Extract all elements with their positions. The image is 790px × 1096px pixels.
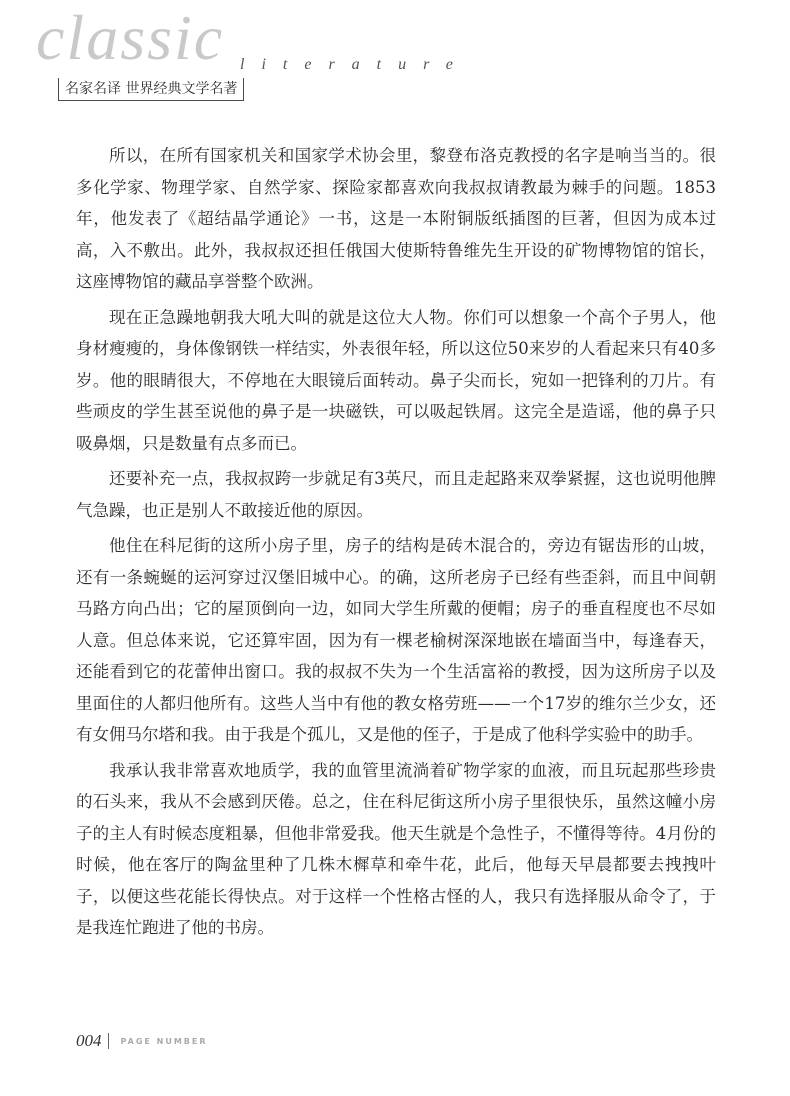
page-number: 004 [76, 1031, 102, 1050]
paragraph: 他住在科尼街的这所小房子里，房子的结构是砖木混合的，旁边有锯齿形的山坡，还有一条蜿蜒的运河穿过汉堡旧城中心。的确，这所老房子已经有些歪斜，而且中间朝马路方向凸出；它的屋顶倒向一边，如同大学生所戴的便帽；房子的垂直程度也不尽如人意。但总体来说，它还算牢固，因为有一棵老榆树深深地嵌在墙面当中，每逢春天，还能看到它的花蕾伸出窗口。我的叔叔不失为一个生活富裕的教授，因为这所房子以及里面住的人都归他所有。这些人当中有他的教女格劳班——一个17岁的维尔兰少女，还有女佣马尔塔和我。由于我是个孤儿，又是他的侄子，于是成了他科学实验中的助手。 [76, 536, 716, 744]
page-number-label: PAGE NUMBER [120, 1036, 208, 1046]
body-text [76, 140, 716, 948]
literature-decorative-title: literature [240, 56, 470, 73]
paragraph: 我承认我非常喜欢地质学，我的血管里流淌着矿物学家的血液，而且玩起那些珍贵的石头来，我从不会感到厌倦。总之，住在科尼街这所小房子里很快乐，虽然这幢小房子的主人有时候态度粗暴，但他非常爱我。他天生就是个急性子，不懂得等待。4月份的时候，他在客厅的陶盆里种了几株木樨草和牵牛花，此后，他每天早晨都要去拽拽叶子，以便这些花能长得快点。对于这样一个性格古怪的人，我只有选择服从命令了，于是我连忙跑进了他的书房。 [76, 760, 716, 937]
page-header [0, 0, 790, 110]
classic-decorative-title: classic [36, 2, 225, 73]
paragraph: 现在正急躁地朝我大吼大叫的就是这位大人物。你们可以想象一个高个子男人，他身材瘦瘦的，身体像钢铁一样结实，外表很年轻，所以这位50来岁的人看起来只有40多岁。他的眼睛很大，不停地在大眼镜后面转动。鼻子尖而长，宛如一把锋利的刀片。有些顽皮的学生甚至说他的鼻子是一块磁铁，可以吸起铁屑。这完全是造谣，他的鼻子只吸鼻烟，只是数量有点多而已。 [76, 307, 716, 453]
footer-divider [108, 1033, 109, 1049]
series-title: 名家名译 世界经典文学名著 [58, 78, 244, 101]
page-footer [76, 1030, 208, 1052]
paragraph: 还要补充一点，我叔叔跨一步就足有3英尺，而且走起路来双拳紧握，这也说明他脾气急躁，也正是别人不敢接近他的原因。 [76, 469, 716, 520]
paragraph: 所以，在所有国家机关和国家学术协会里，黎登布洛克教授的名字是响当当的。很多化学家、物理学家、自然学家、探险家都喜欢向我叔叔请教最为棘手的问题。1853年，他发表了《超结晶学通论》一书，这是一本附铜版纸插图的巨著，但因为成本过高，入不敷出。此外，我叔叔还担任俄国大使斯特鲁维先生开设的矿物博物馆的馆长，这座博物馆的藏品享誉整个欧洲。 [76, 146, 716, 291]
